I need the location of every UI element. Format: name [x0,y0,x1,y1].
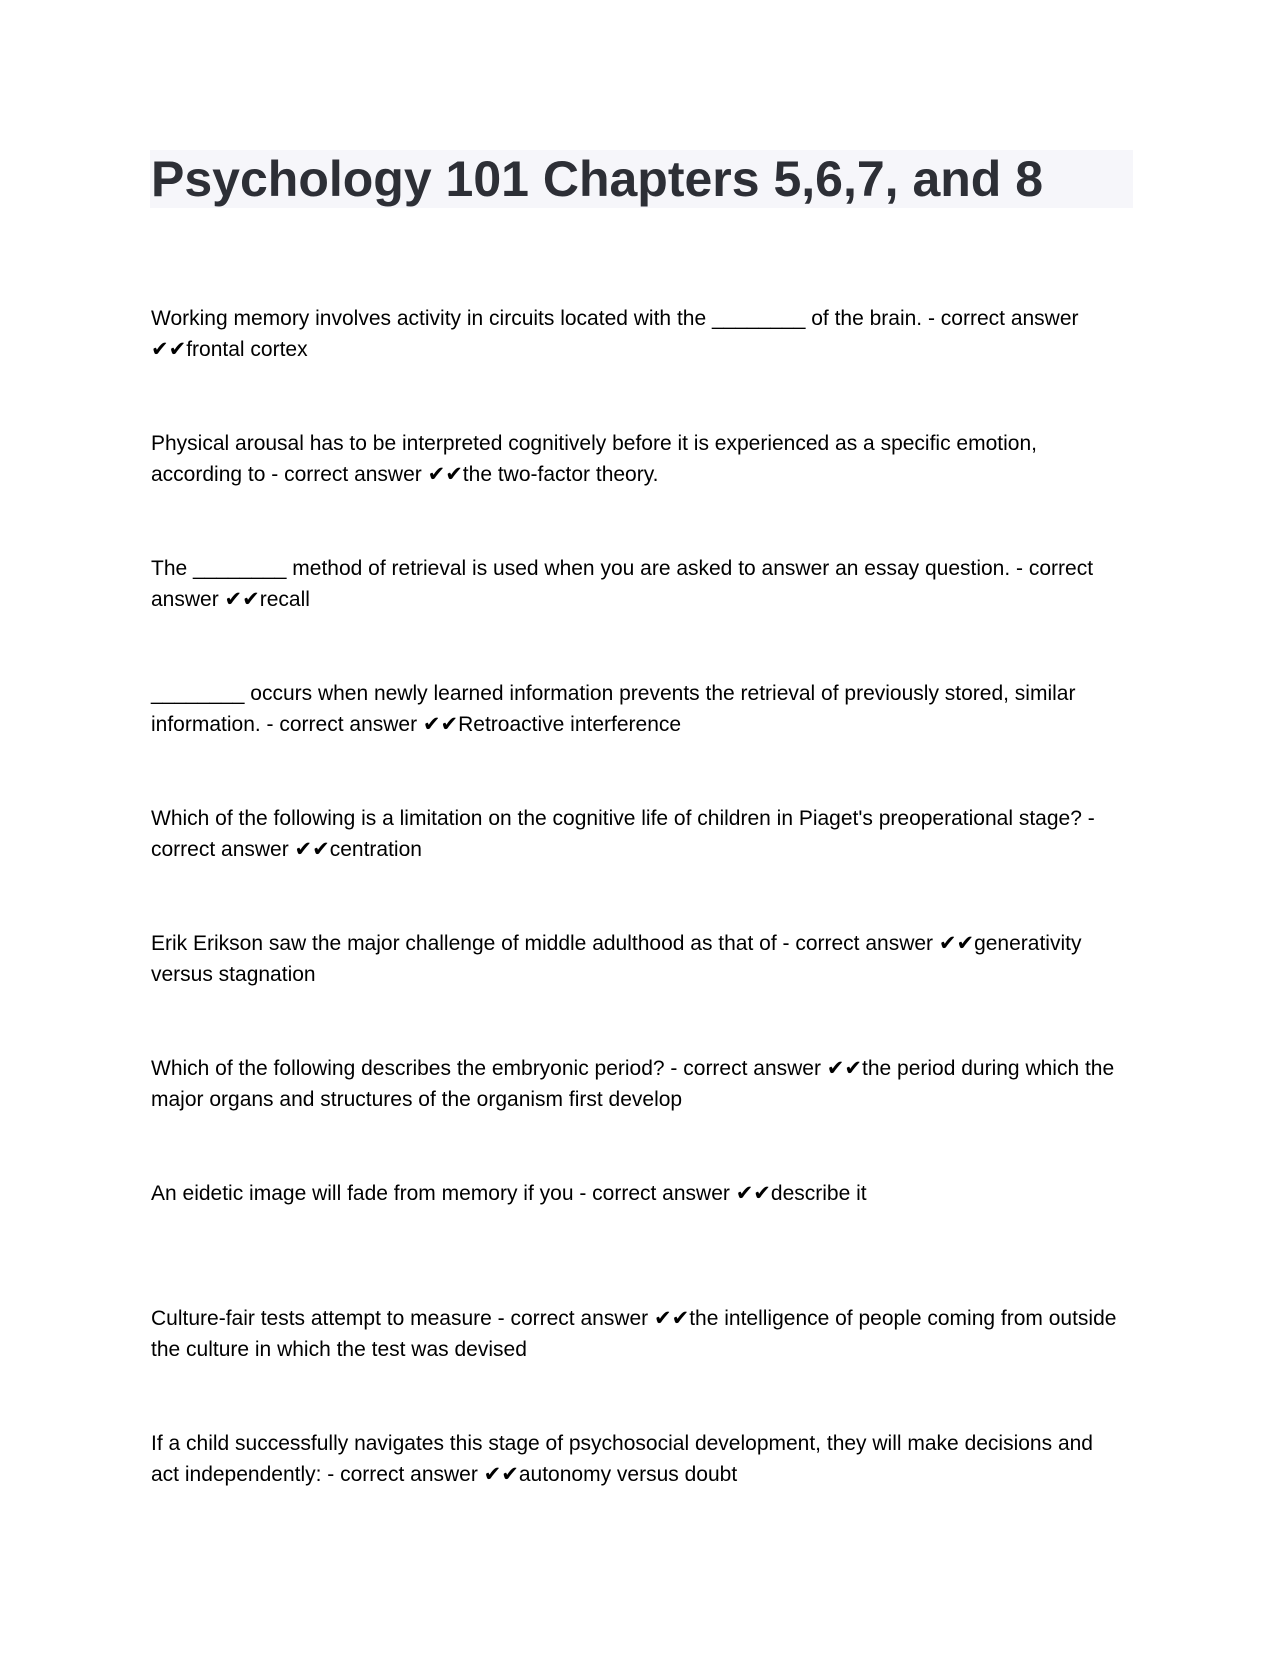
page-title: Psychology 101 Chapters 5,6,7, and 8 [151,151,1044,207]
qa-item-text: The ________ method of retrieval is used when you are asked to answer an essay question. - correct answer ✔✔recall [151,557,1094,611]
qa-item-1 [151,303,1121,428]
qa-item-9 [151,1303,1121,1428]
qa-item-text: Culture-fair tests attempt to measure - correct answer ✔✔the intelligence of people coming from outside the culture in which the test was devised [151,1307,1117,1361]
qa-item-text: Erik Erikson saw the major challenge of middle adulthood as that of - correct answer ✔✔generativity versus stagnation [151,932,1082,986]
qa-item-text: Which of the following is a limitation on the cognitive life of children in Piaget's preoperational stage? - correct answer ✔✔centration [151,807,1095,861]
question-answer-list [151,303,1121,1553]
qa-item-text: Physical arousal has to be interpreted cognitively before it is experienced as a specific emotion, according to - correct answer ✔✔the two-factor theory. [151,432,1037,486]
qa-item-7 [151,1053,1121,1178]
qa-item-10 [151,1428,1121,1553]
qa-item-8 [151,1178,1121,1303]
qa-item-text: Which of the following describes the embryonic period? - correct answer ✔✔the period during which the major organs and structures of the organism first develop [151,1057,1115,1111]
qa-item-text: ________ occurs when newly learned information prevents the retrieval of previously stored, similar information. - correct answer ✔✔Retroactive interference [151,682,1076,736]
qa-item-2 [151,428,1121,553]
qa-item-text: If a child successfully navigates this stage of psychosocial development, they will make decisions and act independently: - correct answer ✔✔autonomy versus doubt [151,1432,1093,1486]
qa-item-text: An eidetic image will fade from memory if you - correct answer ✔✔describe it [151,1182,867,1205]
qa-item-6 [151,928,1121,1053]
qa-item-5 [151,803,1121,928]
qa-item-4 [151,678,1121,803]
qa-item-text: Working memory involves activity in circuits located with the ________ of the brain. - correct answer ✔✔frontal cortex [151,307,1079,361]
qa-item-3 [151,553,1121,678]
